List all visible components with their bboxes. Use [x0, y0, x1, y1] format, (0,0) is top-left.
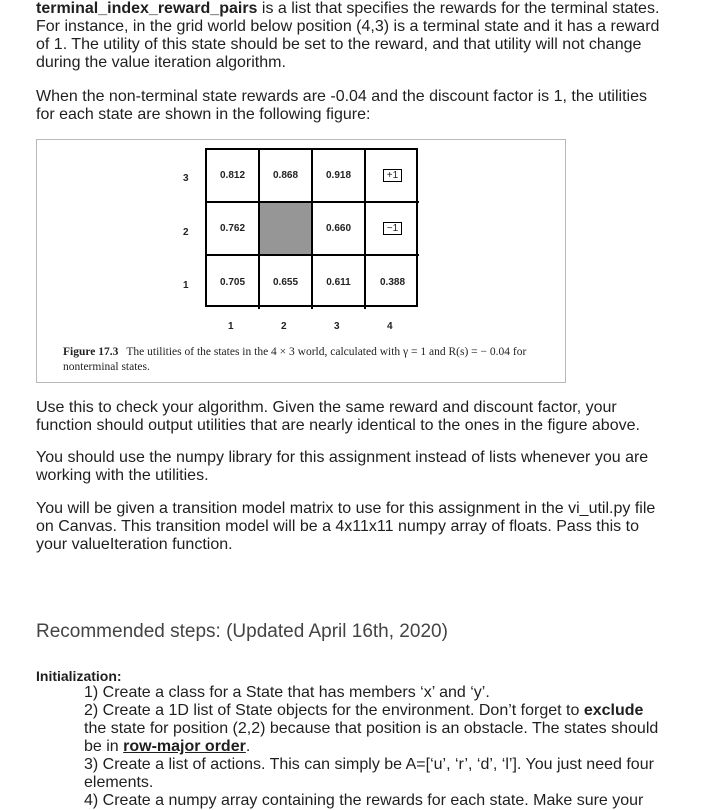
figure-caption	[63, 345, 553, 375]
utility-grid	[205, 148, 418, 307]
paragraph-check-algorithm: Use this to check your algorithm. Given the same reward and discount factor, your function should output utilities that are nearly identical to the ones in the figure above.	[36, 399, 640, 434]
step-2-text-c: the state for position (2,2) because that position is an obstacle. The states should be in	[84, 720, 659, 755]
step-2-row-major-order: row-major order	[123, 738, 246, 755]
step-2-text-e: .	[245, 738, 251, 755]
grid-cell-4-1: 0.388	[379, 276, 406, 288]
step-2-text-a: 2) Create a 1D list of State objects for the environment. Don’t forget to	[84, 702, 584, 719]
grid-cell-1-1: 0.705	[207, 256, 260, 309]
grid-cell-wall	[260, 203, 313, 256]
terminal-plus-one: +1	[383, 169, 402, 182]
col-label-1: 1	[228, 321, 234, 332]
grid-cell-1-3: 0.812	[207, 150, 260, 203]
terminal-minus-one: −1	[383, 222, 402, 235]
grid-cell-4-2	[366, 203, 419, 256]
step-2-exclude: exclude	[583, 702, 644, 719]
paragraph-terminal-rewards	[36, 0, 666, 72]
grid-cell-4-3	[366, 150, 419, 203]
col-label-2: 2	[281, 321, 287, 332]
step-1: 1) Create a class for a State that has members ‘x’ and ‘y’.	[84, 684, 490, 701]
grid-cell-2-1: 0.655	[260, 256, 313, 309]
step-4: 4) Create a numpy array containing the rewards for each state. Make sure your	[84, 792, 644, 809]
grid-cell-3-3: 0.918	[313, 150, 366, 203]
row-label-1: 1	[183, 280, 189, 291]
paragraph-text: is a list that specifies the rewards for the terminal states. For instance, in the grid world below position (4,3) is a terminal state and it has a reward of 1. The utility of this state should be set to the reward, and that utility will not change during the value iteration algorithm.	[36, 0, 660, 71]
step-3: 3) Create a list of actions. This can simply be A=[‘u’, ‘r’, ‘d’, ‘l’]. You just need four elements.	[84, 756, 654, 791]
initialization-label: Initialization:	[36, 668, 122, 684]
row-label-3: 3	[183, 173, 189, 184]
grid-cell-2-3: 0.868	[260, 150, 313, 203]
caption-text: The utilities of the states in the 4 × 3 world, calculated with γ = 1 and R(s) = − 0.04 for nonterminal states.	[63, 346, 527, 373]
grid-cell-3-1: 0.611	[313, 256, 366, 309]
row-label-2: 2	[183, 227, 189, 238]
paragraph-numpy: You should use the numpy library for this assignment instead of lists whenever you are working with the utilities.	[36, 449, 649, 484]
grid-cell-3-2: 0.660	[313, 203, 366, 256]
caption-label: Figure 17.3	[63, 346, 119, 358]
step-2	[84, 702, 664, 756]
paragraph-utilities-intro: When the non-terminal state rewards are -0.04 and the discount factor is 1, the utilities for each state are shown in the following figure:	[36, 88, 647, 123]
col-label-4: 4	[387, 321, 393, 332]
grid-cell-1-2: 0.762	[207, 203, 260, 256]
figure-17-3	[36, 139, 566, 383]
col-label-3: 3	[334, 321, 340, 332]
section-heading: Recommended steps: (Updated April 16th, 2020)	[36, 621, 448, 642]
term-terminal-index-reward-pairs: terminal_index_reward_pairs	[36, 0, 258, 17]
paragraph-transition-model: You will be given a transition model matrix to use for this assignment in the vi_util.py file on Canvas. This transition model will be a 4x11x11 numpy array of floats. Pass this to your valueIteration function.	[36, 500, 656, 553]
